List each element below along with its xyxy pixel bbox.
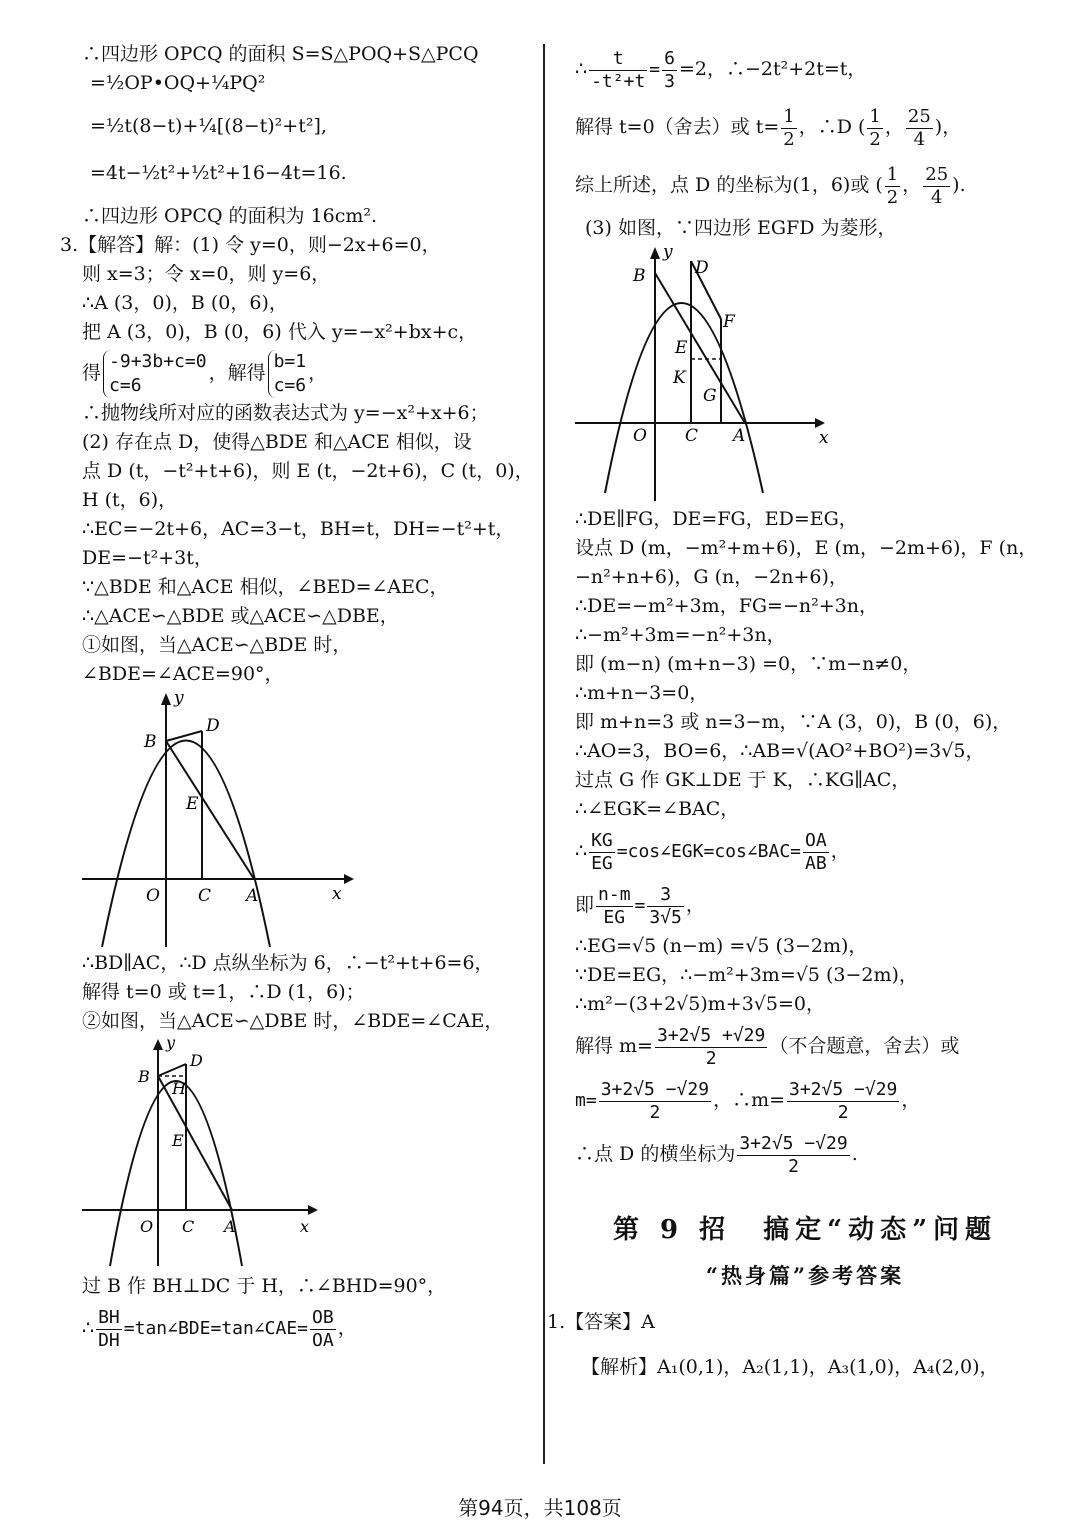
text-line: ∴四边形 OPCQ 的面积 S=S△POQ+S△PCQ	[82, 43, 479, 65]
text-line: (3) 如图，∵四边形 EGFD 为菱形，	[585, 217, 897, 239]
y-axis-arrow	[161, 693, 171, 705]
text: ，∴m=	[713, 1089, 785, 1111]
numerator: 3+2√5 −√29	[789, 1078, 898, 1100]
parabola-figure-1	[82, 689, 372, 949]
text-line: H (t，6)，	[82, 489, 178, 511]
label-a: A	[733, 426, 746, 446]
text-line: ①如图，当△ACE∽△BDE 时，	[82, 634, 352, 656]
fraction	[737, 1133, 849, 1178]
denominator: EG	[603, 906, 626, 928]
text: 解得 m=	[575, 1035, 653, 1057]
label-a: A	[224, 1217, 236, 1236]
fraction-line	[575, 40, 1035, 98]
equation-system-line	[82, 347, 537, 399]
fraction-line	[82, 1301, 537, 1355]
fraction	[803, 830, 829, 875]
numerator: 1	[783, 105, 795, 127]
segment-bd	[158, 1064, 186, 1076]
fraction	[589, 48, 647, 93]
parabola-figure-3	[575, 243, 865, 505]
text-line: ∴m+n−3=0，	[575, 682, 709, 704]
denominator: 2	[886, 186, 899, 208]
numerator: 3+2√5 −√29	[739, 1132, 848, 1154]
text: ∴	[575, 840, 588, 862]
text-line: ∴EG=√5 (n−m) =√5 (3−2m)，	[575, 935, 868, 957]
text-line: ∴m²−(3+2√5)m+3√5=0，	[575, 993, 825, 1015]
denominator: 4	[913, 128, 926, 150]
y-axis-arrow	[650, 247, 660, 259]
text: （不合题意，舍去）或	[769, 1035, 960, 1057]
text: ，	[884, 116, 904, 138]
label-e: E	[675, 338, 688, 358]
text-line: 设点 D (m，−m²+m+6)，E (m，−2m+6)，F (n，	[575, 537, 1038, 559]
text-line: ∴∠EGK=∠BAC，	[575, 798, 740, 820]
text-line: 则 x=3；令 x=0，则 y=6，	[82, 263, 331, 285]
fraction-line	[575, 878, 1035, 932]
fraction-line	[575, 1019, 1035, 1073]
left-column	[60, 40, 537, 1355]
numerator: 1	[886, 163, 899, 185]
fraction-line	[575, 98, 1035, 156]
numerator: 6	[664, 47, 675, 69]
text-line: ∴抛物线所对应的函数表达式为 y=−x²+x+6；	[82, 402, 489, 424]
denominator: DH	[98, 1329, 120, 1351]
label-b: B	[144, 732, 157, 752]
subsection-title: “热身篇”参考答案	[705, 1263, 905, 1288]
label-g: G	[703, 386, 717, 406]
numerator: 3	[647, 884, 684, 907]
equation: -9+3b+c=0	[109, 351, 207, 372]
text-line: 点 D (t，−t²+t+6)，则 E (t，−2t+6)，C (t，0)，	[82, 460, 534, 482]
parabola-figure-2	[82, 1036, 372, 1268]
text: .	[851, 1143, 858, 1165]
text-line: =4t−½t²+½t²+16−4t=16.	[90, 162, 347, 184]
text: =tan∠BDE=tan∠CAE=	[123, 1318, 309, 1339]
label-c: C	[685, 426, 699, 446]
label-o: O	[633, 426, 647, 446]
fraction	[310, 1307, 336, 1352]
x-axis-arrow	[308, 1205, 318, 1215]
fraction	[906, 106, 933, 151]
segment-bd	[166, 731, 202, 741]
numerator: 1	[869, 105, 881, 127]
numerator: t	[589, 48, 647, 71]
label-d: D	[190, 1051, 203, 1070]
label-e: E	[172, 1131, 184, 1150]
denominator: 3	[664, 70, 675, 92]
fraction	[589, 830, 615, 875]
label-x: x	[300, 1217, 310, 1236]
fraction-line	[575, 1127, 1035, 1181]
label-f: F	[723, 312, 735, 332]
answer-line: 1.【答案】A	[547, 1311, 655, 1333]
text-line: 过 B 作 BH⊥DC 于 H，∴∠BHD=90°，	[82, 1275, 447, 1297]
fraction	[596, 884, 633, 929]
text: ，∴D (	[798, 116, 866, 138]
equation-system	[268, 350, 307, 398]
text-line: ∴−m²+3m=−n²+3n，	[575, 624, 786, 646]
fraction-line	[575, 824, 1035, 878]
label-c: C	[182, 1217, 195, 1236]
line-ab	[166, 741, 254, 879]
text-line: =½OP•OQ+¼PQ²	[90, 72, 266, 94]
fraction	[923, 164, 950, 209]
text: =cos∠EGK=cos∠BAC=	[616, 841, 802, 862]
label-a: A	[246, 886, 259, 906]
line-ab	[655, 273, 745, 423]
x-axis-arrow	[344, 874, 354, 884]
text: ，	[337, 1317, 357, 1339]
label-c: C	[198, 886, 212, 906]
numerator: 3+2√5 +√29	[656, 1024, 766, 1046]
numerator: 25	[907, 105, 931, 127]
text: 解得 t=0（舍去）或 t=	[575, 116, 780, 138]
text: =2，∴−2t²+2t=t，	[678, 58, 867, 80]
text-line: ∠BDE=∠ACE=90°，	[82, 663, 284, 685]
text-line: ∵△BDE 和△ACE 相似，∠BED=∠AEC，	[82, 576, 449, 598]
text: ，	[901, 1089, 921, 1111]
numerator: OB	[312, 1306, 334, 1328]
text-line: ∴四边形 OPCQ 的面积为 16cm².	[82, 205, 378, 227]
text: ).	[952, 174, 966, 196]
fraction	[647, 884, 684, 929]
label-o: O	[140, 1217, 154, 1236]
label-y: y	[166, 1036, 176, 1052]
text-line: (2) 存在点 D，使得△BDE 和△ACE 相似，设	[82, 431, 472, 453]
label-x: x	[819, 428, 829, 448]
text: ，	[830, 840, 850, 862]
text-line: ∴DE=−m²+3m，FG=−n²+3n，	[575, 595, 878, 617]
numerator: OA	[805, 829, 827, 851]
text-line: 即 (m−n) (m+n−3) =0，∵m−n≠0，	[575, 653, 922, 675]
column-divider	[543, 44, 545, 1464]
text-line: 过点 G 作 GK⊥DE 于 K，∴KG∥AC，	[575, 769, 911, 791]
page-footer: 第94页，共108页	[458, 1496, 622, 1520]
denominator: 2	[783, 128, 795, 150]
label-b: B	[633, 266, 646, 286]
label-y: y	[663, 243, 673, 262]
label-o: O	[146, 886, 160, 906]
section-title: 第 9 招 搞定“动态”问题	[612, 1215, 998, 1245]
text-line: ∴DE∥FG，DE=FG，ED=EG，	[575, 508, 858, 530]
text: =	[649, 59, 661, 80]
equation-system	[103, 350, 207, 398]
numerator: BH	[98, 1306, 120, 1328]
text-line: 即 m+n=3 或 n=3−m，∵A (3，0)，B (0，6)，	[575, 711, 1012, 733]
text-line: DE=−t²+3t，	[82, 547, 213, 569]
text-line: ∵DE=EG，∴−m²+3m=√5 (3−2m)，	[575, 964, 918, 986]
fraction-line	[575, 156, 1035, 214]
text: ，	[685, 894, 705, 916]
label-b: B	[138, 1067, 150, 1086]
text-line: =½t(8−t)+¼[(8−t)²+t²],	[90, 115, 327, 137]
denominator: 2	[788, 1155, 799, 1177]
label-e: E	[186, 794, 199, 814]
text-line: ∴AO=3，BO=6，∴AB=√(AO²+BO²)=3√5，	[575, 740, 985, 762]
denominator: -t²+t	[591, 70, 646, 92]
fraction-line	[575, 1073, 1035, 1127]
parabola-curve	[605, 303, 763, 493]
text: )，	[934, 116, 962, 138]
label-d: D	[695, 258, 709, 278]
equation: b=1	[273, 351, 307, 372]
numerator: KG	[591, 829, 613, 851]
text: 即	[575, 894, 595, 916]
y-axis-arrow	[153, 1039, 163, 1050]
fraction	[867, 106, 882, 151]
text: 得	[82, 362, 102, 384]
text: ∴	[82, 1317, 95, 1339]
text-line: 把 A (3，0)，B (0，6) 代入 y=−x²+bx+c，	[82, 321, 478, 343]
fraction	[662, 48, 677, 93]
label-k: K	[673, 368, 686, 388]
label-h: H	[172, 1079, 186, 1098]
text: =	[634, 895, 646, 916]
text-line: ∴△ACE∽△BDE 或△ACE∽△DBE，	[82, 605, 399, 627]
denominator: AB	[805, 852, 827, 874]
equation: c=6	[273, 375, 307, 396]
denominator: EG	[591, 852, 613, 874]
label-y: y	[174, 689, 184, 708]
analysis-line: 【解析】A₁(0,1)，A₂(1,1)，A₃(1,0)，A₄(2,0)，	[581, 1356, 999, 1378]
fraction	[787, 1079, 899, 1124]
equation: c=6	[109, 375, 142, 396]
text: ，	[308, 362, 328, 384]
denominator: 3√5	[649, 906, 682, 928]
text-line: ∴A (3，0)，B (0，6)，	[82, 292, 288, 314]
label-d: D	[206, 716, 220, 736]
text: ，解得	[208, 362, 266, 384]
fraction	[781, 106, 796, 151]
fraction	[885, 164, 900, 209]
text-line: 解得 t=0 或 t=1，∴D (1，6)；	[82, 981, 365, 1003]
label-x: x	[332, 884, 342, 904]
denominator: 2	[837, 1101, 849, 1123]
text: ∴	[575, 58, 588, 80]
denominator: OA	[312, 1329, 334, 1351]
text-line: ②如图，当△ACE∽△DBE 时，∠BDE=∠CAE，	[82, 1010, 504, 1032]
text: ∴点 D 的横坐标为	[575, 1143, 736, 1165]
fraction	[96, 1307, 122, 1352]
numerator: n-m	[598, 883, 631, 905]
denominator: 4	[930, 186, 943, 208]
text: m=	[575, 1090, 597, 1111]
numerator: 3+2√5 −√29	[600, 1078, 710, 1100]
text-line: ∴EC=−2t+6，AC=3−t，BH=t，DH=−t²+t，	[82, 518, 515, 540]
text: ，	[902, 174, 922, 196]
right-column	[547, 40, 1038, 1382]
text-line: ∴BD∥AC，∴D 点纵坐标为 6，∴−t²+t+6=6，	[82, 952, 494, 974]
numerator: 25	[925, 163, 949, 185]
text-line: −n²+n+6)，G (n，−2n+6)，	[575, 566, 848, 588]
fraction	[599, 1079, 711, 1124]
text-line: 3.【解答】解：(1) 令 y=0，则−2x+6=0，	[60, 234, 441, 256]
denominator: 2	[705, 1047, 717, 1069]
denominator: 2	[869, 128, 881, 150]
denominator: 2	[649, 1101, 661, 1123]
x-axis-arrow	[815, 418, 825, 428]
text: 综上所述，点 D 的坐标为(1，6)或 (	[575, 174, 883, 196]
fraction	[655, 1025, 767, 1070]
